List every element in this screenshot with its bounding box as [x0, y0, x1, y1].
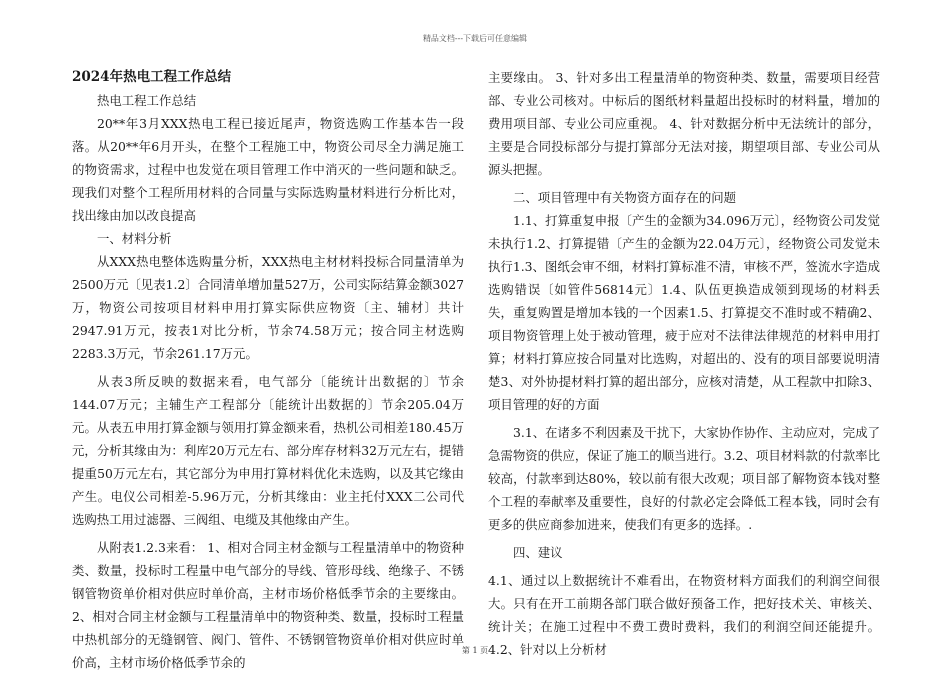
paragraph: 四、建议	[513, 545, 563, 560]
paragraph: 热电工程工作总结	[97, 93, 197, 108]
page-number: 第 1 页	[461, 646, 489, 655]
page-header: 精品文档---下载后可任意编辑	[422, 34, 528, 43]
right-paragraphs	[488, 66, 880, 661]
right-column	[488, 66, 880, 661]
paragraph: 主要缘由。 3、针对多出工程量清单的物资种类、数量，需要项目经营部、专业公司核对。中标后的图纸材料量超出投标时的材料量，增加的费用项目部、专业公司应重视。 4、针对数据分析中无法统计的部分，主要是合同投标部分与提打算部分无法对接，期望项目部、专业公司从源头把握。	[488, 70, 880, 177]
left-paragraphs	[72, 89, 464, 674]
paragraph: 从表3所反映的数据来看，电气部分〔能统计出数据的〕节余144.07万元；主辅生产工程部分〔能统计出数据的〕节余205.04万元。从表五申用打算金额与领用打算金额来看，热机公司相差180.45万元，分析其缘由为：利库20万元左右、部分库存材料32万元左右，提错提重50万元左右，其它部分为申用打算材料优化未选购，以及其它缘由产生。电仪公司相差-5.96万元，分析其缘由：业主托付XXX二公司代选购热工用过滤器、三阀组、电缆及其他缘由产生。	[72, 374, 464, 527]
paragraph: 20**年3月XXX热电工程已接近尾声，物资选购工作基本告一段落。从20**年6月开头，在整个工程施工中，物资公司尽全力满足施工的物资需求，过程中也发觉在项目管理工作中消灭的一些问题和缺乏。现我们对整个工程所用材料的合同量与实际选购量材料进行分析比对，找出缘由加以改良提高	[72, 116, 464, 223]
paragraph: 一、材料分析	[97, 231, 172, 246]
paragraph: 二、项目管理中有关物资方面存在的问题	[513, 190, 737, 205]
paragraph: 从XXX热电整体选购量分析，XXX热电主材材料投标合同量清单为2500万元〔见表1.2〕合同清单增加量527万，公司实际结算金额3027万，物资公司按项目材料申用打算实际供应物资〔主、辅材〕共计2947.91万元，按表1对比分析，节余74.58万元；按合同主材选购2283.3万元，节余261.17万元。	[72, 254, 464, 361]
paragraph: 3.1、在诸多不利因素及干扰下，大家协作协作、主动应对，完成了急需物资的供应，保证了施工的顺当进行。3.2、项目材料款的付款率比较高，付款率到达80%，较以前有很大改观；项目部了解物资本钱对整个工程的奉献率及重要性，良好的付款必定会降低工程本钱，同时会有更多的供应商参加进来，使我们有更多的选择。.	[488, 425, 880, 532]
left-column	[72, 66, 464, 674]
paragraph: 4.1、通过以上数据统计不难看出，在物资材料方面我们的利润空间很大。只有在开工前期各部门联合做好预备工作，把好技术关、审核关、统计关；在施工过程中不费工费时费料，我们的利润空间还能提升。4.2、针对以上分析材	[488, 573, 880, 657]
paragraph: 1.1、打算重复申报〔产生的金额为34.096万元〕，经物资公司发觉未执行1.2、打算提错〔产生的金额为22.04万元〕，经物资公司发觉未执行1.3、图纸会审不细，材料打算标准不清，审核不严，签流水字造成选购错误〔如管件56814元〕1.4、队伍更换造成领到现场的材料丢失，重复购置是增加本钱的一个因素1.5、打算提交不准时或不精确2、项目物资管理上处于被动管理，疲于应对不法律法律规范的材料申用打算；材料打算应按合同量对比选购，对超出的、没有的项目部要说明清楚3、对外协提材料打算的超出部分，应核对清楚，从工程款中扣除3、项目管理的好的方面	[488, 213, 880, 412]
paragraph: 从附表1.2.3来看： 1、相对合同主材金额与工程量清单中的物资种类、数量，投标时工程量中电气部分的导线、管形母线、绝缘子、不锈钢管物资单价相对供应时单价高，主材市场价格低季节余的主要缘由。 2、相对合同主材金额与工程量清单中的物资种类、数量，投标时工程量中热机部分的无缝钢管、阀门、管件、不锈钢管物资单价相对供应时单价高，主材市场价格低季节余的	[72, 540, 464, 670]
document-title: 2024年热电工程工作总结	[72, 69, 232, 85]
